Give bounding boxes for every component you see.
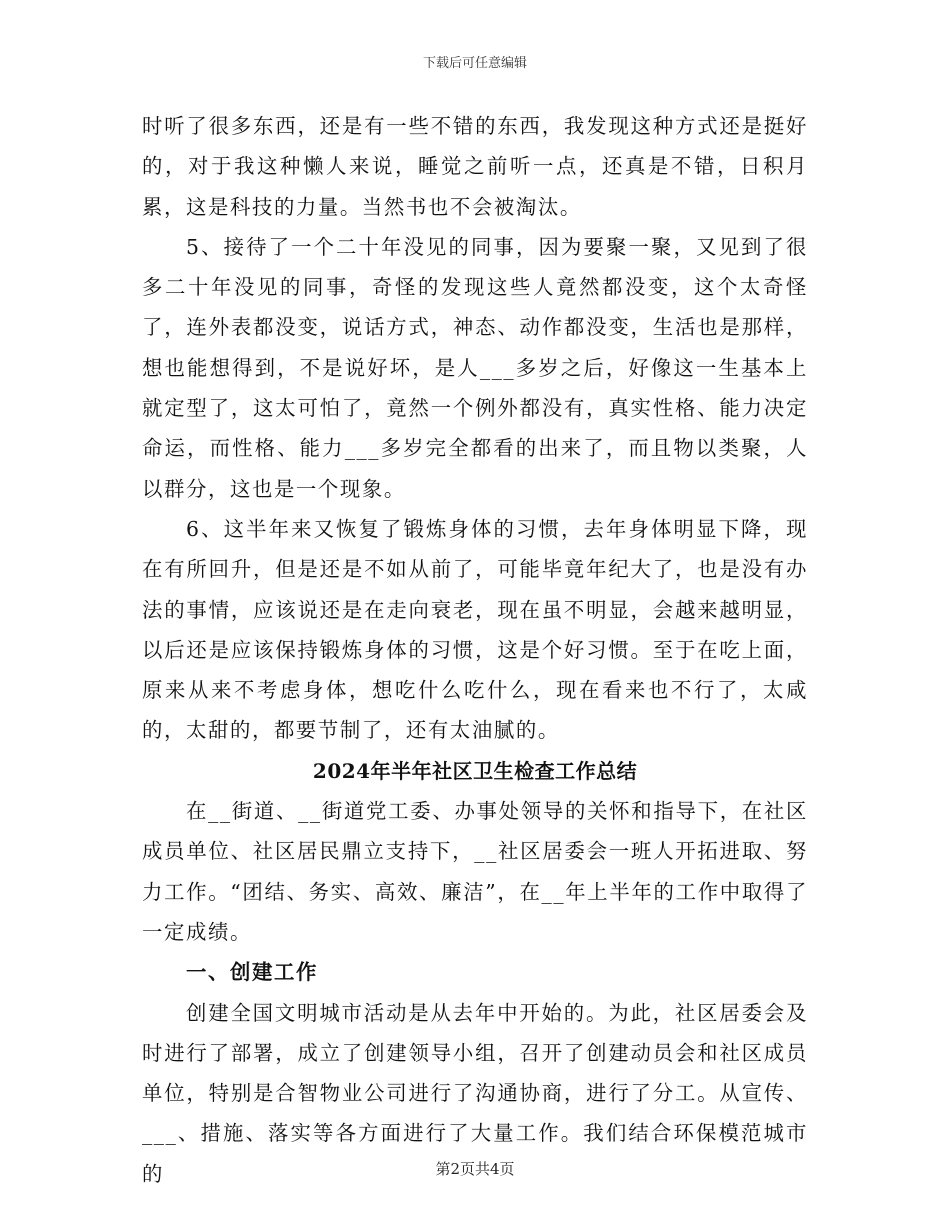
document-body <box>142 106 808 1194</box>
section-heading-creation-work: 一、创建工作 <box>186 960 318 985</box>
paragraph-item-5: 5、接待了一个二十年没见的同事，因为要聚一聚，又见到了很多二十年没见的同事，奇怪的发现这些人竟然都没变，这个太奇怪了，连外表都没变，说话方式，神态、动作都没变，生活也是那样，想也能想得到，不是说好坏，是人___多岁之后，好像这一生基本上就定型了，这太可怕了，竟然一个例外都没有，真实性格、能力决定命运，而性格、能力___多岁完全都看的出来了，而且物以类聚，人以群分，这也是一个现象。 <box>142 234 808 501</box>
paragraph-intro: 在__街道、__街道党工委、办事处领导的关怀和指导下，在社区成员单位、社区居民鼎立支持下，__社区居委会一班人开拓进取、努力工作。“团结、务实、高效、廉洁”，在__年上半年的工作中取得了一定成绩。 <box>142 799 808 944</box>
paragraph-continuation: 时听了很多东西，还是有一些不错的东西，我发现这种方式还是挺好的，对于我这种懒人来说，睡觉之前听一点，还真是不错，日积月累，这是科技的力量。当然书也不会被淘汰。 <box>142 114 808 219</box>
page-number: 第2页共4页 <box>435 1160 515 1178</box>
page-header-note: 下载后可任意编辑 <box>422 56 527 71</box>
paragraph-section-1: 创建全国文明城市活动是从去年中开始的。为此，社区居委会及时进行了部署，成立了创建领导小组，召开了创建动员会和社区成员单位，特别是合智物业公司进行了沟通协商，进行了分工。从宣传、___、措施、落实等各方面进行了大量工作。我们结合环保模范城市的 <box>142 1000 808 1186</box>
paragraph-item-6: 6、这半年来又恢复了锻炼身体的习惯，去年身体明显下降，现在有所回升，但是还是不如从前了，可能毕竟年纪大了，也是没有办法的事情，应该说还是在走向衰老，现在虽不明显，会越来越明显，以后还是应该保持锻炼身体的习惯，这是个好习惯。至于在吃上面，原来从来不考虑身体，想吃什么吃什么，现在看来也不行了，太咸的，太甜的，都要节制了，还有太油腻的。 <box>142 516 808 743</box>
document-title: 2024年半年社区卫生检查工作总结 <box>312 758 638 783</box>
